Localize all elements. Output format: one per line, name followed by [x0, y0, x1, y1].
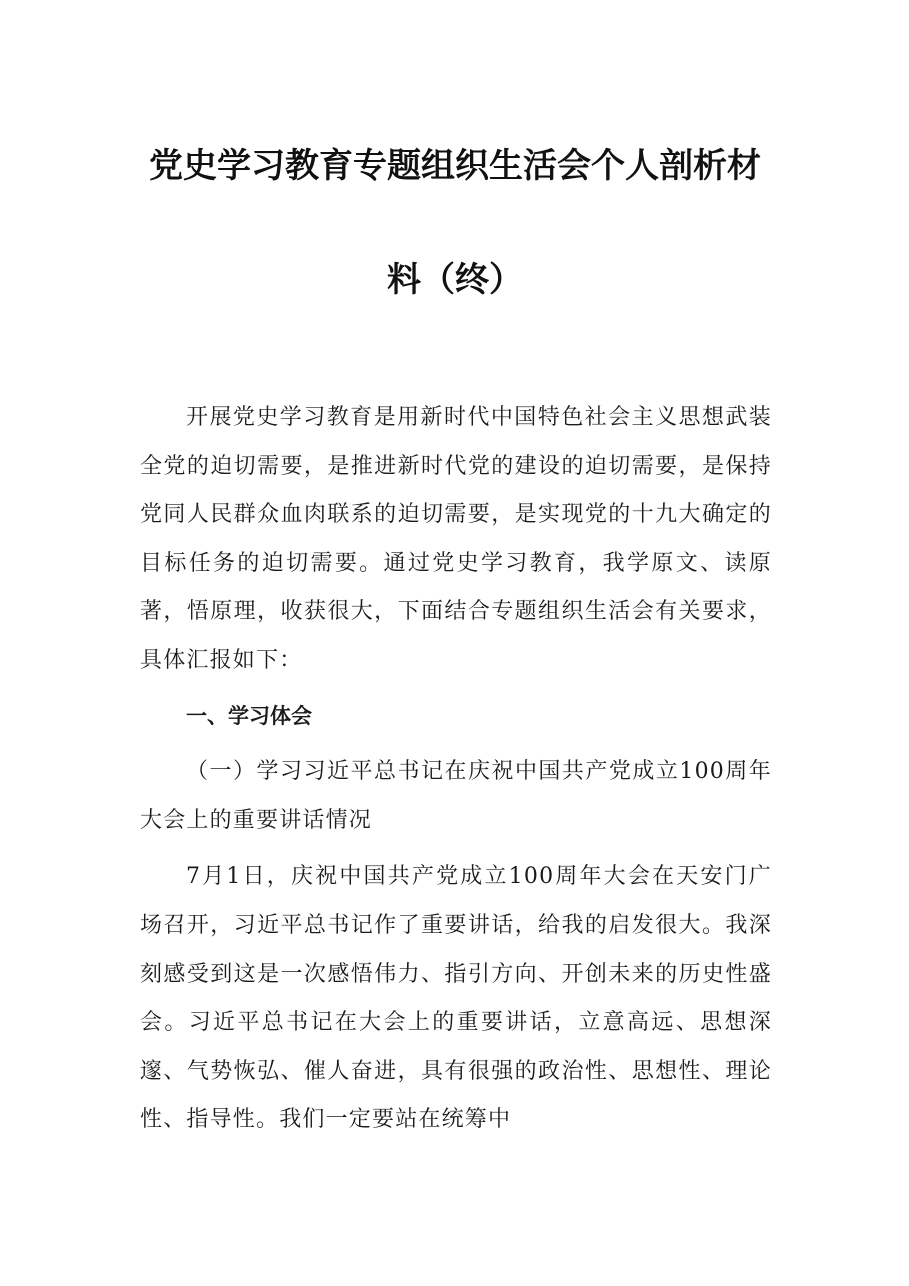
document-title-line-1: 党史学习教育专题组织生活会个人剖析材 [149, 146, 761, 186]
section-paragraph: 7月1日，庆祝中国共产党成立100周年大会在天安门广场召开，习近平总书记作了重要讲话，给我的启发很大。我深刻感受到这是一次感悟伟力、指引方向、开创未来的历史性盛会。习近平总书记在大会上的重要讲话，立意高远、思想深邃、气势恢弘、催人奋进，具有很强的政治性、思想性、理论性、指导性。我们一定要站在统筹中 [140, 864, 772, 1133]
section-heading: 一、学习体会 [186, 703, 312, 728]
subsection-heading: （一）学习习近平总书记在庆祝中国共产党成立100周年大会上的重要讲话情况 [140, 759, 772, 833]
document-body [140, 394, 772, 1145]
intro-paragraph: 开展党史学习教育是用新时代中国特色社会主义思想武装全党的迫切需要，是推进新时代党的建设的迫切需要，是保持党同人民群众血肉联系的迫切需要，是实现党的十九大确定的目标任务的迫切需要。通过党史学习教育，我学原文、读原著，悟原理，收获很大，下面结合专题组织生活会有关要求，具体汇报如下： [140, 405, 772, 673]
document-title-line-2: 料（终） [387, 260, 523, 300]
